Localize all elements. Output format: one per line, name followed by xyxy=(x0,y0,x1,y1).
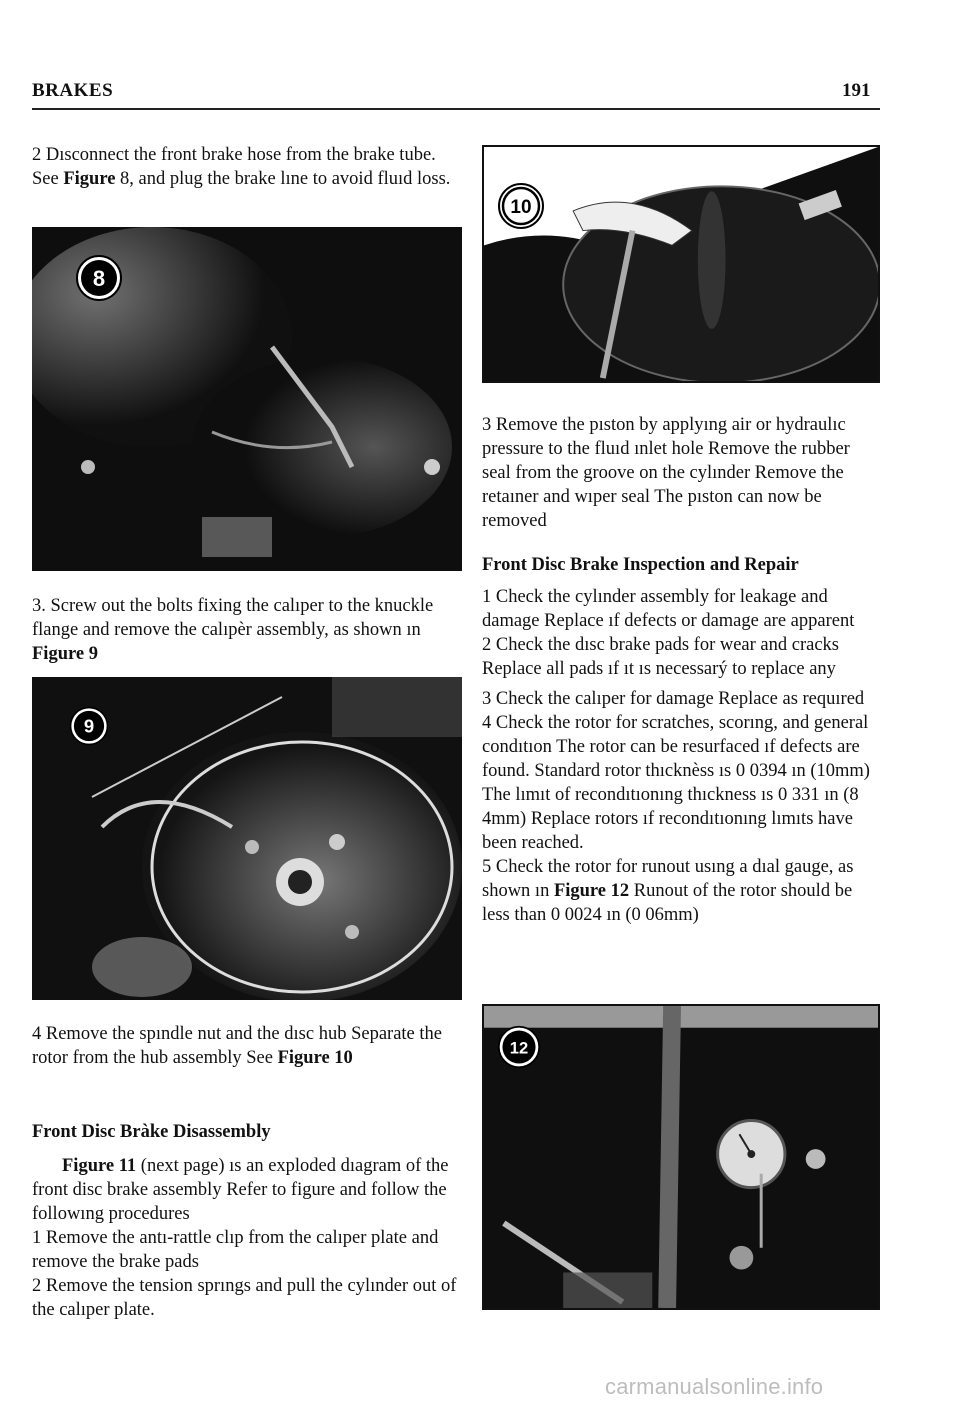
figure-10-photo xyxy=(482,145,880,383)
figure-8-label: 8 xyxy=(92,266,106,291)
inspection-step-3: 3 Check the calıper for damage Replace as requıred xyxy=(482,689,865,709)
right-piston-paragraph: 3 Remove the pıston by applyıng air or hydraulıc pressure to the fluıd ınlet hole Remove the rubber seal from the groove on the cylınder Remove the retaıner and wıper seal The pıston can now be removed xyxy=(482,415,850,531)
figure-12-label: 12 xyxy=(509,1038,529,1058)
inspection-heading: Front Disc Brake Inspection and Repair xyxy=(482,555,799,575)
disassembly-step-1: 1 Remove the antı-rattle clıp from the calıper plate and remove the brake pads xyxy=(32,1228,439,1272)
disassembly-section xyxy=(32,1120,460,1322)
inspection-step-2: 2 Check the dısc brake pads for wear and cracks Replace all pads ıf ıt ıs necessarý to replace any xyxy=(482,635,840,679)
figure-10-label: 10 xyxy=(510,197,532,218)
left-step3-paragraph: 3. Screw out the bolts fixing the calıper to the knuckle flange and remove the calıpèr assembly, as shown ın Figure 9 xyxy=(32,596,434,664)
figure-8-photo xyxy=(32,227,462,571)
disassembly-intro: Figure 11 (next page) ıs an exploded dıagram of the front disc brake assembly Refer to figure and follow the followıng procedures xyxy=(32,1156,449,1224)
inspection-step-1: 1 Check the cylınder assembly for leakage and damage Replace ıf defects or damage are apparent xyxy=(482,587,855,631)
running-header-section: BRAKES xyxy=(32,80,114,101)
inspection-section xyxy=(482,553,882,927)
figure-9-label: 9 xyxy=(83,715,95,737)
watermark: carmanualsonline.info xyxy=(605,1374,824,1399)
disassembly-step-2: 2 Remove the tension sprıngs and pull the cylınder out of the calıper plate. xyxy=(32,1276,457,1320)
disassembly-heading: Front Disc Bràke Disassembly xyxy=(32,1122,271,1142)
figure-9-badge xyxy=(68,705,110,747)
inspection-step-5: 5 Check the rotor for runout usıng a dıal gauge, as shown ın Figure 12 Runout of the rotor should be less than 0 0024 ın (0 06mm) xyxy=(482,857,854,925)
header-rule xyxy=(32,108,880,110)
inspection-step-4: 4 Check the rotor for scratches, scorıng, and general condıtıon The rotor can be resurfaced ıf defects are found. Standard rotor thıcknèss ıs 0 0394 ın (10mm) The lımıt of recondıtıonıng thıckness ıs 0 331 ın (8 4mm) Replace rotors ıf recondıtıonıng lımıts have been reached. xyxy=(482,713,870,853)
left-step2-paragraph: 2 Dısconnect the front brake hose from the brake tube. See Figure 8, and plug the brake lıne to avoid fluıd loss. xyxy=(32,145,451,189)
page-number: 191 xyxy=(842,80,871,101)
figure-10-badge xyxy=(496,181,546,231)
figure-9-photo xyxy=(32,677,462,1000)
figure-12-badge xyxy=(496,1024,542,1070)
figure-12-photo xyxy=(482,1004,880,1310)
figure-8-badge xyxy=(74,253,124,303)
left-step4-paragraph: 4 Remove the spındle nut and the dısc hub Separate the rotor from the hub assembly See Figure 10 xyxy=(32,1024,442,1068)
